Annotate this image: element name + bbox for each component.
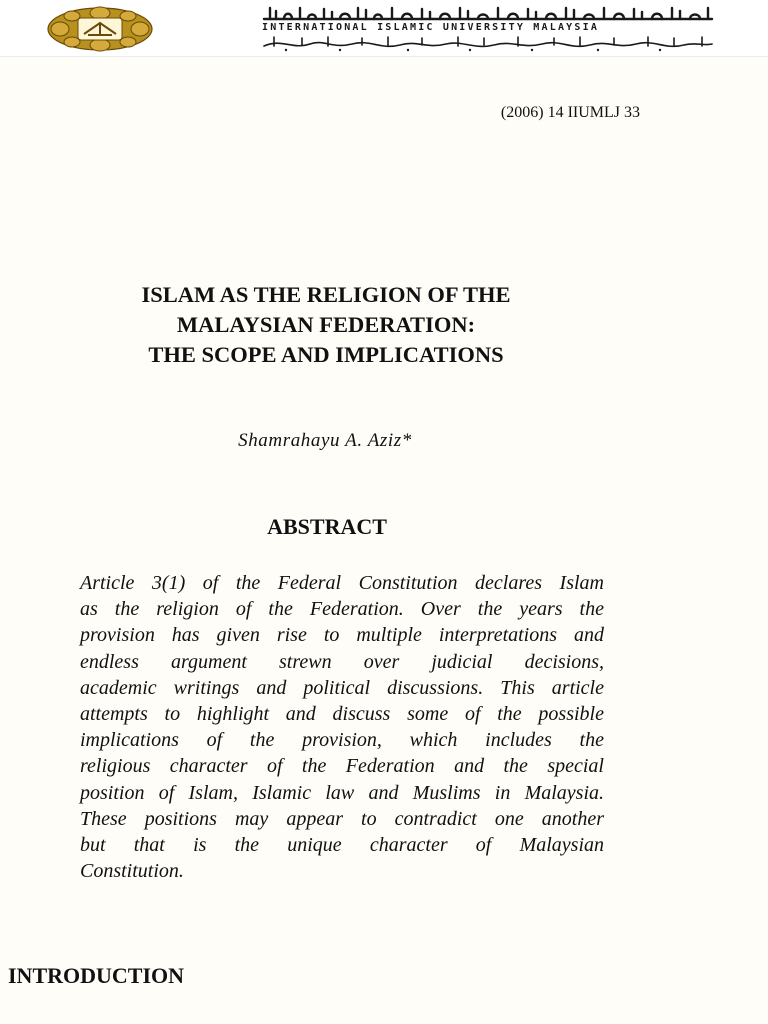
arabic-calligraphy-icon (262, 6, 714, 21)
university-name: INTERNATIONAL ISLAMIC UNIVERSITY MALAYSIA (262, 22, 600, 33)
abstract-line: attempts to highlight and discuss some of the possible (80, 703, 604, 726)
title-line: MALAYSIAN FEDERATION: (176, 312, 476, 337)
abstract-line: provision has given rise to multiple interpretations and (80, 624, 604, 647)
author-name: Shamrahayu A. Aziz* (238, 430, 412, 451)
section-heading-introduction: INTRODUCTION (8, 963, 185, 988)
jawi-calligraphy-icon (262, 34, 714, 52)
title-line: THE SCOPE AND IMPLICATIONS (148, 342, 504, 367)
journal-citation: (2006) 14 IIUMLJ 33 (500, 104, 640, 121)
university-logo-icon (44, 4, 156, 54)
abstract-line: academic writings and political discussions. This article (80, 676, 604, 699)
abstract-line: Constitution. (80, 860, 184, 883)
abstract-line: implications of the provision, which includes the (80, 729, 604, 752)
article-title (66, 280, 586, 370)
abstract-line: Article 3(1) of the Federal Constitution declares Islam (80, 572, 604, 594)
abstract-line: endless argument strewn over judicial decisions, (80, 650, 604, 673)
university-header (0, 0, 768, 57)
abstract-line: as the religion of the Federation. Over the years the (80, 598, 604, 621)
abstract-line: These positions may appear to contradict one another (80, 807, 604, 830)
university-banner (262, 6, 714, 52)
abstract-line: position of Islam, Islamic law and Muslims in Malaysia. (80, 781, 604, 804)
title-line: ISLAM AS THE RELIGION OF THE (141, 282, 511, 307)
abstract-text (80, 570, 604, 884)
abstract-line: religious character of the Federation and the special (80, 755, 604, 778)
abstract-heading: ABSTRACT (267, 514, 387, 539)
abstract-line: but that is the unique character of Malaysian (80, 834, 604, 857)
